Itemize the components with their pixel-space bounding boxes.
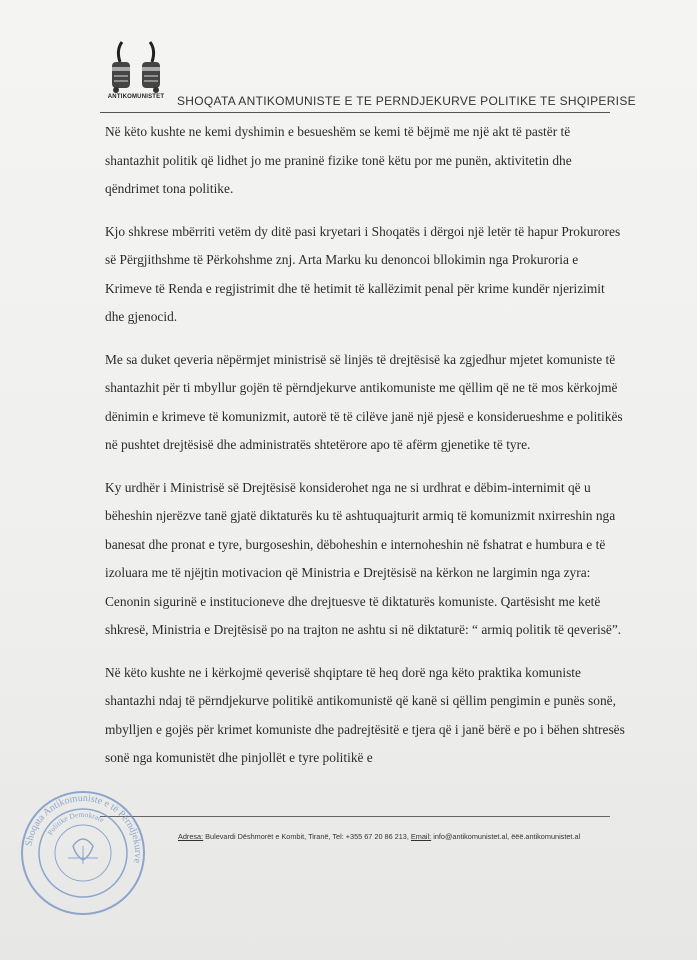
paragraph-3: Me sa duket qeveria nëpërmjet ministrisë së linjës të drejtësisë ka zgjedhur mjetet komuniste të shantazhit për ti mbyllur gojën të përndjekurve antikomuniste me qëllim që ne të mos kërkojmë dënimin e krimeve të komunizmit, autorë të të cilëve janë një pjesë e konsiderueshme e politikës në pushtet drejtësisë dhe administratës shtetërore apo të afërm gjenetike të tyre. bbox=[105, 351, 623, 452]
paragraph-5: Në këto kushte ne i kërkojmë qeverisë shqiptare të heq dorë nga këto praktika komuniste shantazhi ndaj të përndjekurve politikë antikomunistë që kanë si qëllim pengimin e punës sonë, mbylljen e gojës për krimet komuniste dhe padrejtësitë e tjera që i janë bërë e po i bëhen shtresës sonë nga komunistët dhe pinjollët e tyre politikë e bbox=[105, 664, 625, 765]
footer-divider bbox=[100, 816, 610, 817]
header-divider bbox=[100, 112, 610, 113]
paragraph-4: Ky urdhër i Ministrisë së Drejtësisë konsiderohet nga ne si urdhrat e dëbim-internimit që u bëheshin njerëzve tanë gjatë diktaturës ku të ashtuquajturit armiq të komunizmit nxirreshin nga banesat dhe pronat e tyre, burgoseshin, dëboheshin e internoheshin në fshatrat e humbura e të izoluara me të njëjtin motivacion që Ministria e Drejtësisë na kërkon ne largimin nga zyra: Cenonin sigurinë e institucioneve dhe drejtuesve të diktaturës komuniste. Qartësisht me ketë shkresë, Ministria e Drejtësisë po na trajton ne ashtu si në diktaturë: “ armiq politik të qeverisë”. bbox=[105, 479, 622, 637]
email-text: info@antikomunistet.al, ëëë.antikomunistet.al bbox=[431, 832, 581, 841]
paragraph-2: Kjo shkrese mbërriti vetëm dy ditë pasi kryetari i Shoqatës i dërgoi një letër të hapur Prokurores së Përgjithshme të Përkohshme znj. Arta Marku ku denoncoi bllokimin nga Prokuroria e Krimeve të Renda e regjistrimit dhe të hetimit të kallëzimit penal për krime kundër njerizimit dhe gjenocid. bbox=[105, 223, 621, 324]
svg-text:Politike Demokrate bbox=[45, 810, 106, 837]
organization-name: SHOQATA ANTIKOMUNISTE E TE PERNDJEKURVE POLITIKE TE SHQIPERISE bbox=[177, 94, 636, 108]
paragraph-1: Në këto kushte ne kemi dyshimin e besueshëm se kemi të bëjmë me një akt të pastër të shantazhit politik që lidhet jo me praninë fizike tonë këtu por me punën, aktivitetin dhe qëndrimet tona politike. bbox=[105, 124, 572, 196]
stamp-outer-text: Shoqata Antikomuniste e të Përndjekurve bbox=[23, 792, 144, 864]
organization-stamp-icon bbox=[18, 788, 148, 918]
footer-contact bbox=[178, 832, 580, 841]
letter-body bbox=[105, 118, 625, 787]
address-label: Adresa: bbox=[178, 832, 204, 841]
address-text: Bulevardi Dëshmorët e Kombit, Tiranë, Tel: +355 67 20 86 213, bbox=[203, 832, 411, 841]
email-label: Email: bbox=[410, 832, 432, 841]
logo-text: ANTIKOMUNISTET bbox=[107, 94, 165, 100]
stamp-inner-text: Politike Demokrate bbox=[45, 809, 106, 837]
